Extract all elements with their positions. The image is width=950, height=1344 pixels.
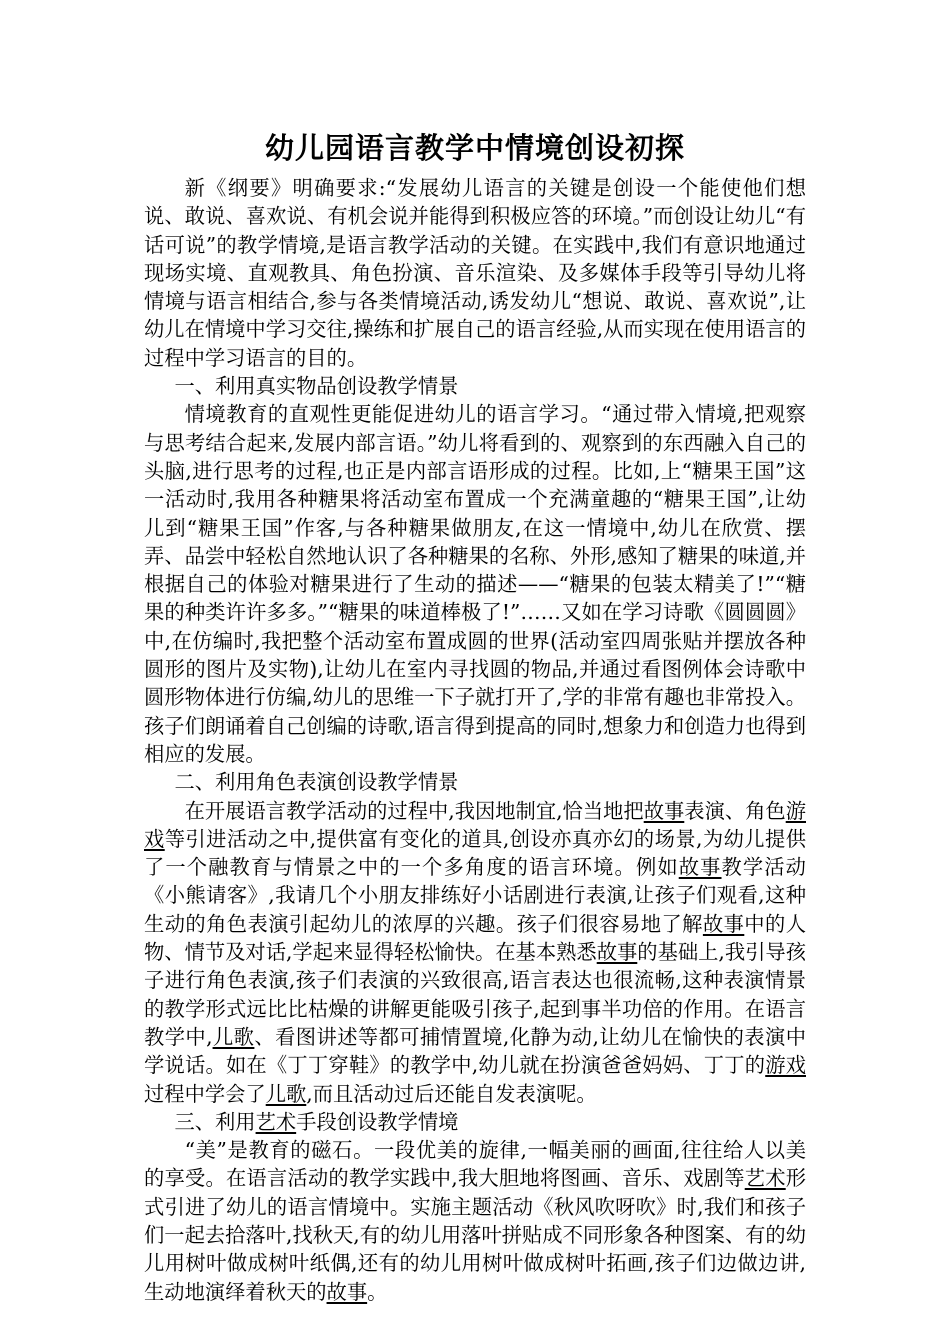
underlined-term: 故事	[678, 855, 722, 880]
text-run: 过程中学会了	[144, 1081, 266, 1106]
underlined-term: 儿歌	[265, 1081, 307, 1106]
text-run: 在开展语言教学活动的过程中,我因地制宜,恰当地把	[184, 798, 644, 823]
underlined-term: 艺术	[744, 1166, 786, 1191]
text-run: ,而且活动过后还能自发表演呢。	[306, 1081, 597, 1106]
text-run: 三、利用	[174, 1109, 256, 1134]
underlined-term: 故事	[596, 940, 638, 965]
document-title: 幼儿园语言教学中情境创设初探	[264, 131, 685, 165]
text-run: 的基础上,我引导孩子进行角色表演,孩子们表演的兴致很高,语言表达也很流畅,这种表演情景的教学形式远比比枯燥的讲解更能吸引孩子,起到事半功倍的作用。在语言教学中,	[144, 940, 806, 1049]
section-1-heading: 一、利用真实物品创设教学情景	[174, 374, 459, 399]
underlined-term: 故事	[326, 1279, 368, 1304]
section-3-paragraph	[144, 1136, 806, 1306]
underlined-term: 儿歌	[212, 1024, 255, 1049]
section-3-heading	[144, 1108, 806, 1136]
underlined-term: 游戏	[765, 1053, 806, 1078]
text-run: “美”是教育的磁石。一段优美的旋律,一幅美丽的画面,往往给人以美的享受。在语言活动的教学实践中,我大胆地将图画、音乐、戏剧等	[144, 1138, 806, 1191]
section-2-heading: 二、利用角色表演创设教学情景	[174, 770, 459, 795]
underlined-term: 游戏	[144, 798, 806, 851]
underlined-term: 艺术	[255, 1109, 297, 1134]
section-1-paragraph: 情境教育的直观性更能促进幼儿的语言学习。“通过带入情境,把观察与思考结合起来,发展内部言语。”幼儿将看到的、观察到的东西融入自己的头脑,进行思考的过程,也正是内部言语形成的过程。比如,上“糖果王国”这一活动时,我用各种糖果将活动室布置成一个充满童趣的“糖果王国”,让幼儿到“糖果王国”作客,与各种糖果做朋友,在这一情境中,幼儿在欣赏、摆弄、品尝中轻松自然地认识了各种糖果的名称、外形,感知了糖果的味道,并根据自己的体验对糖果进行了生动的描述——“糖果的包装太精美了!”“糖果的种类许许多多。”“糖果的味道棒极了!”……又如在学习诗歌《圆圆圆》中,在仿编时,我把整个活动室布置成圆的世界(活动室四周张贴并摆放各种圆形的图片及实物),让幼儿在室内寻找圆的物品,并通过看图例体会诗歌中圆形物体进行仿编,幼儿的思维一下子就打开了,学的非常有趣也非常投入。孩子们朗诵着自己创编的诗歌,语言得到提高的同时,想象力和创造力也得到相应的发展。	[144, 402, 806, 766]
text-run: 手段创设教学情境	[296, 1109, 459, 1134]
text-run: 形式引进了幼儿的语言情境中。实施主题活动《秋风吹呀吹》时,我们和孩子们一起去拾落叶,找秋天,有的幼儿用落叶拼贴成不同形象各种图案、有的幼儿用树叶做成树叶纸偶,还有的幼儿用树叶做成树叶拓画,孩子们边做边讲,生动地演绎着秋天的	[144, 1166, 806, 1304]
section-2-paragraph	[144, 797, 806, 1108]
intro-paragraph: 新《纲要》明确要求:“发展幼儿语言的关键是创设一个能使他们想说、敢说、喜欢说、有机会说并能得到积极应答的环境。”而创设让幼儿“有话可说”的教学情境,是语言教学活动的关键。在实践中,我们有意识地通过现场实境、直观教具、角色扮演、音乐渲染、及多媒体手段等引导幼儿将情境与语言相结合,参与各类情境活动,诱发幼儿“想说、敢说、喜欢说”,让幼儿在情境中学习交往,操练和扩展自己的语言经验,从而实现在使用语言的过程中学习语言的目的。	[144, 176, 807, 370]
text-run: 。	[367, 1279, 388, 1304]
underlined-term: 故事	[643, 798, 685, 823]
text-run: 教学活动《小熊请客》,我请几个小朋友排练好小话剧进行表演,让孩子们观看,这种生动的角色表演引起幼儿的浓厚的兴趣。孩子们很容易地了解	[144, 855, 806, 936]
text-run: 表演、角色	[684, 798, 786, 823]
text-run: 、看图讲述等都可捕情置境,化静为动,让幼儿在愉快的表演中学说话。如在《丁丁穿鞋》的教学中,幼儿就在扮演爸爸妈妈、丁丁的	[144, 1024, 806, 1078]
text-run: 中的人物、情节及对话,学起来显得轻松愉快。在基本熟悉	[144, 911, 806, 965]
document-page	[144, 124, 806, 1306]
text-run: 等引进活动之中,提供富有变化的道具,创设亦真亦幻的场景,为幼儿提供了一个融教育与情景之中的一个多角度的语言环境。例如	[144, 826, 806, 880]
underlined-term: 故事	[702, 911, 745, 936]
